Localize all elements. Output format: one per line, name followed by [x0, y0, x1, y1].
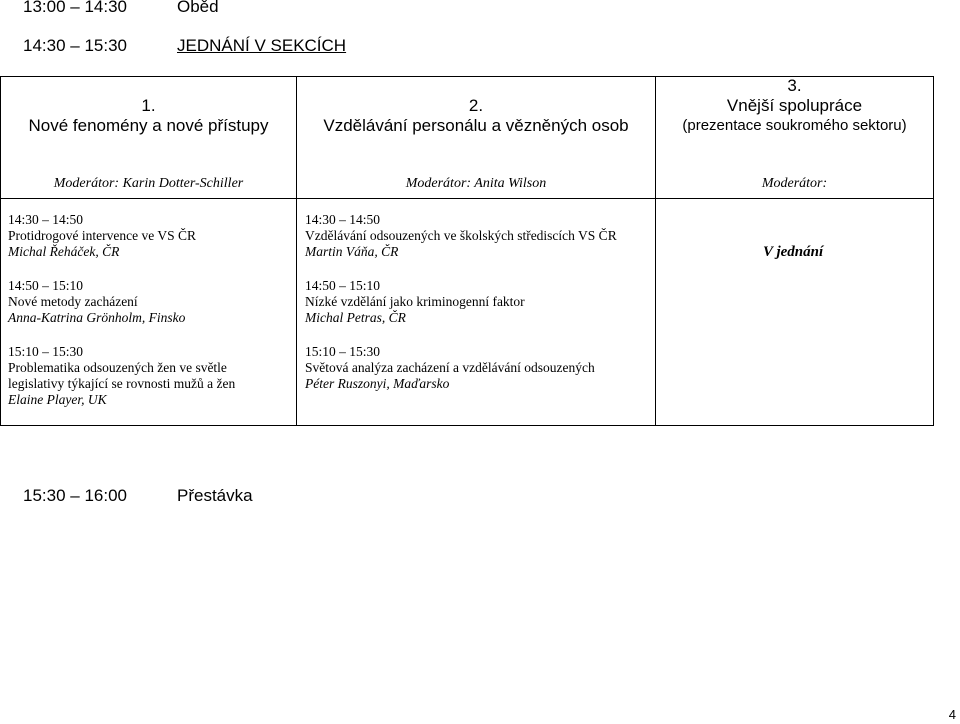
talk-time: 15:10 – 15:30: [305, 344, 381, 359]
talk-title-continued: legislativy týkající se rovnosti mužů a žen: [8, 376, 236, 391]
talk-speaker: Martin Váňa, ČR: [305, 244, 399, 259]
section-title: Vzdělávání personálu a vězněných osob: [323, 116, 629, 135]
talk-time: 14:30 – 14:50: [305, 212, 381, 227]
section-1-moderator: Moderátor: Karin Dotter-Schiller: [53, 176, 244, 191]
section-2-moderator: Moderátor: Anita Wilson: [405, 176, 547, 191]
talk-item: [8, 344, 294, 408]
event-label: Přestávka: [177, 486, 253, 505]
page-number: 4: [948, 707, 956, 722]
section-title: Vnější spolupráce: [726, 96, 863, 115]
section-3-heading: [656, 76, 933, 136]
talk-title: Nízké vzdělání jako kriminogenní faktor: [305, 294, 525, 309]
talk-time: 14:50 – 15:10: [305, 278, 381, 293]
talk-title: Světová analýza zacházení a vzdělávání odsouzených: [305, 360, 595, 375]
table-border-right: [933, 76, 934, 426]
section-3-moderator: Moderátor:: [761, 176, 828, 191]
talk-speaker: Anna-Katrina Grönholm, Finsko: [8, 310, 186, 325]
header-divider: [0, 198, 934, 199]
talk-item: [305, 344, 653, 392]
talk-speaker: Péter Ruszonyi, Maďarsko: [305, 376, 450, 391]
time-label: 15:30 – 16:00: [23, 486, 127, 505]
talk-speaker: Michal Řeháček, ČR: [8, 244, 120, 259]
section-2-heading: [297, 96, 655, 136]
section-title: Nové fenomény a nové přístupy: [28, 116, 269, 135]
time-label: 13:00 – 14:30: [23, 0, 127, 16]
talk-item: [8, 278, 294, 326]
sections-table: [0, 76, 934, 426]
talk-title: Vzdělávání odsouzených ve školských střediscích VS ČR: [305, 228, 617, 243]
talk-item: [305, 212, 653, 260]
talk-title: Protidrogové intervence ve VS ČR: [8, 228, 196, 243]
talk-title: Nové metody zacházení: [8, 294, 138, 309]
section-number: 1.: [141, 96, 156, 115]
talk-speaker: Elaine Player, UK: [8, 392, 107, 407]
section-3-note: V jednání: [763, 244, 824, 260]
talk-time: 15:10 – 15:30: [8, 344, 84, 359]
time-label: 14:30 – 15:30: [23, 36, 127, 55]
section-1-heading: [1, 96, 296, 136]
talk-title: Problematika odsouzených žen ve světle: [8, 360, 227, 375]
talk-time: 14:50 – 15:10: [8, 278, 84, 293]
section-subtitle: (prezentace soukromého sektoru): [682, 117, 907, 134]
section-number: 3.: [787, 76, 802, 95]
talk-item: [305, 278, 653, 326]
event-label: Oběd: [177, 0, 219, 16]
talk-speaker: Michal Petras, ČR: [305, 310, 406, 325]
section-2-program: [305, 212, 653, 410]
talk-time: 14:30 – 14:50: [8, 212, 84, 227]
section-number: 2.: [468, 96, 484, 115]
event-label: JEDNÁNÍ V SEKCÍCH: [177, 36, 347, 55]
section-1-program: [8, 212, 294, 426]
talk-item: [8, 212, 294, 260]
